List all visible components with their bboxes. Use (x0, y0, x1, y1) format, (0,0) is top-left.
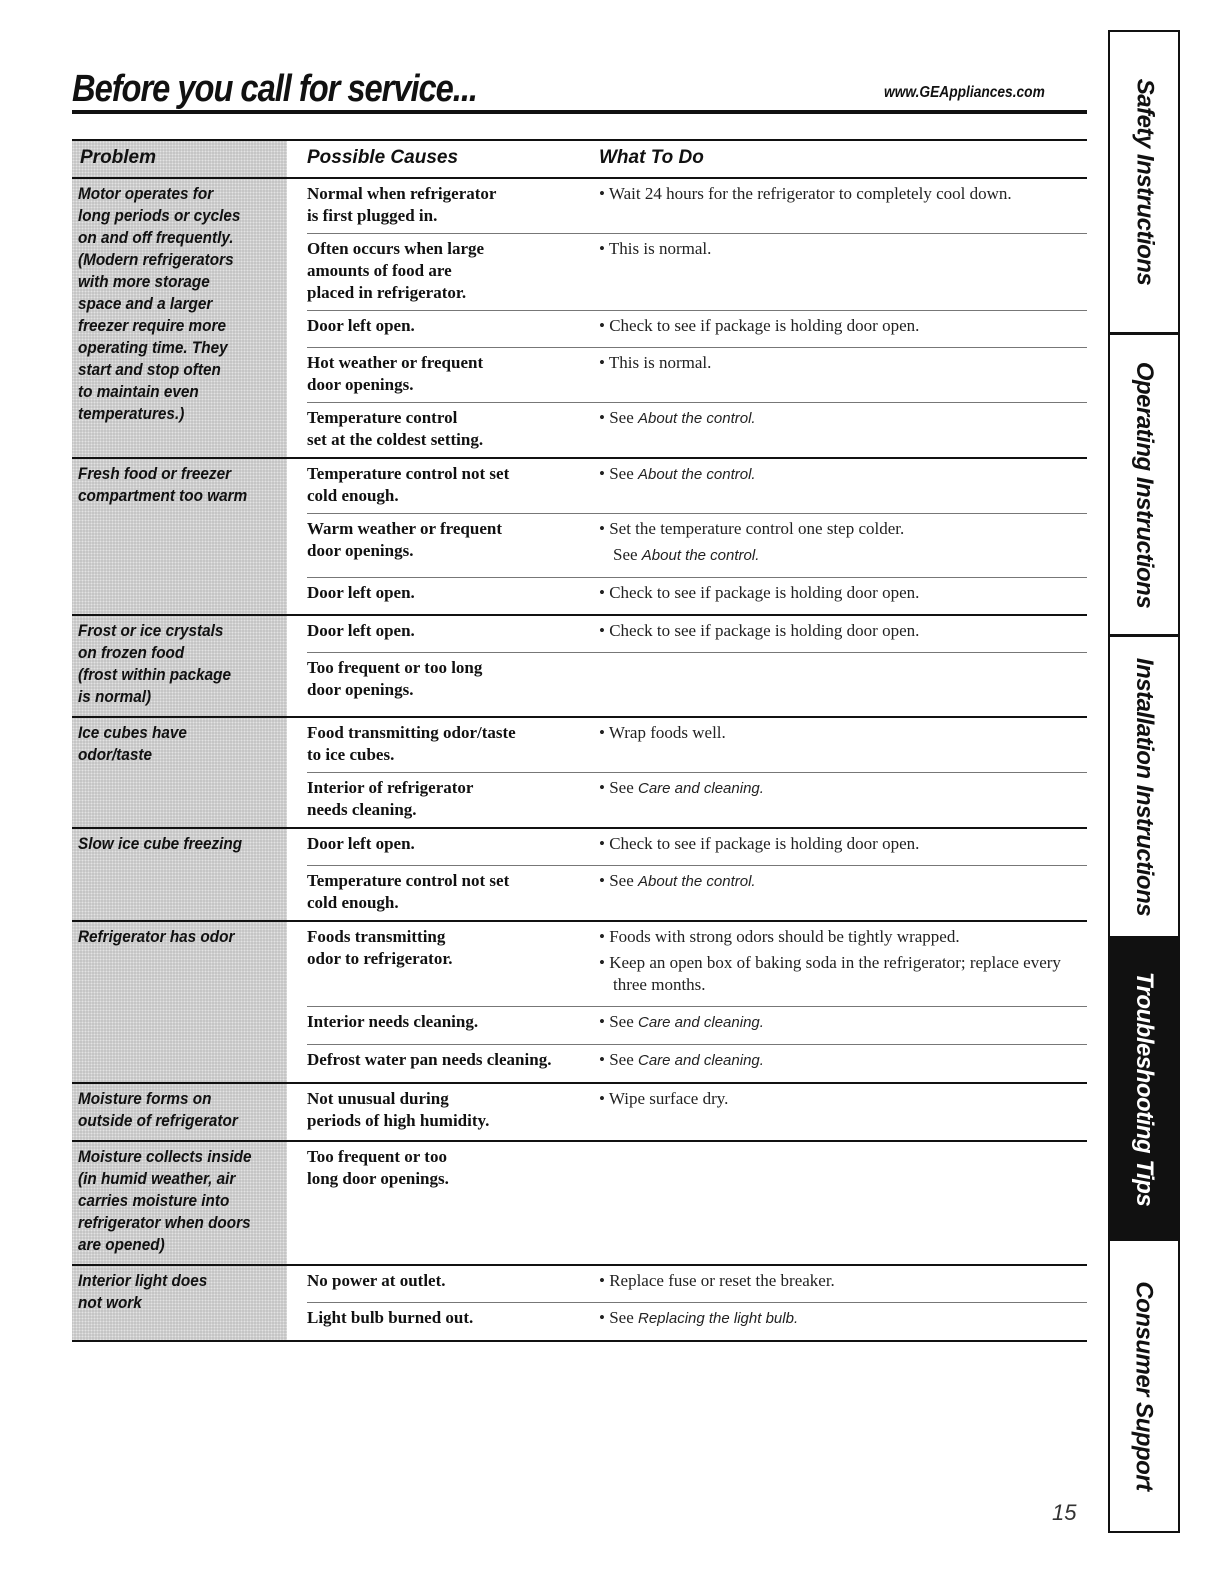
what-to-do (599, 407, 1087, 451)
problem-cell (72, 459, 287, 614)
problem-cell (72, 829, 287, 920)
section-reference: Care and cleaning. (638, 780, 764, 797)
side-tab-label: Safety Instructions (1131, 78, 1159, 286)
table-row (307, 1302, 1087, 1340)
problem-cell (72, 1142, 287, 1264)
table-row (307, 865, 1087, 920)
action-text: • See (599, 464, 638, 483)
cause-rows (287, 1084, 1087, 1140)
what-to-do (599, 1088, 1087, 1132)
what-to-do (599, 518, 1087, 571)
table-row (307, 179, 1087, 233)
problem-group (72, 616, 1087, 718)
action-text: • Replace fuse or reset the breaker. (599, 1271, 835, 1290)
problem-group (72, 829, 1087, 922)
side-tab[interactable] (1110, 634, 1178, 936)
problem-text: Interior light does not work (78, 1271, 208, 1312)
problem-cell (72, 922, 287, 1082)
table-row (307, 577, 1087, 614)
what-to-do (599, 1011, 1087, 1038)
possible-cause: Door left open. (307, 621, 415, 640)
problem-text: Frost or ice crystals on frozen food (frost within package is normal) (78, 621, 232, 706)
table-row (307, 310, 1087, 347)
action-item (599, 833, 1087, 855)
problem-cell (72, 616, 287, 716)
problem-text: Refrigerator has odor (78, 927, 235, 946)
section-tabs (1108, 30, 1180, 1533)
action-item (599, 1270, 1087, 1292)
what-to-do (599, 1307, 1087, 1334)
header-problem: Problem (72, 141, 287, 177)
table-row (307, 1266, 1087, 1302)
possible-cause: Defrost water pan needs cleaning. (307, 1050, 552, 1069)
title-rule (72, 110, 1087, 114)
possible-cause: No power at outlet. (307, 1271, 446, 1290)
cause-rows (287, 179, 1087, 457)
table-row (307, 616, 1087, 652)
side-tab[interactable] (1110, 32, 1178, 332)
table-row (307, 513, 1087, 577)
what-to-do (599, 1049, 1087, 1076)
what-to-do (599, 833, 1087, 859)
cause-rows (287, 1266, 1087, 1340)
action-item (599, 620, 1087, 642)
action-item (599, 582, 1087, 604)
what-to-do (599, 777, 1087, 821)
possible-cause: Light bulb burned out. (307, 1308, 474, 1327)
page-number: 15 (1052, 1500, 1077, 1525)
action-item (599, 870, 1087, 893)
table-row (307, 922, 1087, 1006)
what-to-do (599, 315, 1087, 341)
section-reference: About the control. (638, 873, 756, 890)
possible-cause: Not unusual during periods of high humidity. (307, 1089, 490, 1130)
action-item (599, 463, 1087, 486)
action-item (599, 183, 1087, 205)
action-text: • See (599, 1012, 638, 1031)
what-to-do (599, 926, 1087, 1000)
possible-cause: Temperature control not set cold enough. (307, 464, 510, 505)
possible-cause: Door left open. (307, 583, 415, 602)
section-reference: Replacing the light bulb. (638, 1310, 799, 1327)
header-what-to-do: What To Do (599, 147, 704, 168)
section-reference: About the control. (638, 410, 756, 427)
what-to-do (599, 1146, 1087, 1190)
what-to-do (599, 722, 1087, 766)
side-tab[interactable] (1110, 332, 1178, 634)
action-text: • See (599, 871, 638, 890)
side-tab-label: Consumer Support (1131, 1281, 1158, 1491)
problem-cell (72, 179, 287, 457)
table-row (307, 718, 1087, 772)
table-row (307, 233, 1087, 310)
problem-text: Slow ice cube freezing (78, 834, 243, 853)
side-tab-label: Installation Instructions (1131, 657, 1159, 916)
cause-rows (287, 922, 1087, 1082)
action-text: • Keep an open box of baking soda in the refrigerator; replace every three months. (599, 953, 1061, 994)
action-text: • Wrap foods well. (599, 723, 726, 742)
problem-groups (72, 179, 1087, 1342)
side-tab[interactable] (1110, 1238, 1178, 1531)
side-tab-label: Troubleshooting Tips (1131, 971, 1159, 1206)
cause-rows (287, 459, 1087, 614)
action-text: • Check to see if package is holding door open. (599, 583, 920, 602)
possible-cause: Interior of refrigerator needs cleaning. (307, 778, 474, 819)
action-text: • See (599, 408, 638, 427)
action-text: • See (599, 1050, 638, 1069)
section-reference: Care and cleaning. (638, 1052, 764, 1069)
cause-rows (287, 829, 1087, 920)
possible-cause: Food transmitting odor/taste to ice cubes. (307, 723, 516, 764)
action-item (599, 238, 1087, 260)
table-row (307, 1142, 1087, 1196)
action-item (599, 544, 1087, 567)
problem-text: Ice cubes have odor/taste (78, 723, 187, 764)
action-text: • Set the temperature control one step colder. (599, 519, 905, 538)
action-text: • This is normal. (599, 239, 712, 258)
action-item (599, 1011, 1087, 1034)
action-item (599, 952, 1087, 996)
what-to-do (599, 463, 1087, 507)
possible-cause: Door left open. (307, 834, 415, 853)
action-text: • Wipe surface dry. (599, 1089, 729, 1108)
section-reference: About the control. (638, 466, 756, 483)
possible-cause: Temperature control set at the coldest setting. (307, 408, 484, 449)
action-text: • Wait 24 hours for the refrigerator to completely cool down. (599, 184, 1012, 203)
action-item (599, 407, 1087, 430)
cause-rows (287, 1142, 1087, 1264)
action-item (599, 777, 1087, 800)
table-row (307, 652, 1087, 707)
table-row (307, 347, 1087, 402)
action-item (599, 315, 1087, 337)
what-to-do (599, 870, 1087, 914)
table-row (307, 459, 1087, 513)
action-item (599, 1307, 1087, 1330)
action-item (599, 722, 1087, 744)
what-to-do (599, 238, 1087, 304)
action-item (599, 926, 1087, 948)
problem-cell (72, 718, 287, 827)
problem-group (72, 1266, 1087, 1342)
action-item (599, 1049, 1087, 1072)
action-text: • Check to see if package is holding door open. (599, 621, 920, 640)
what-to-do (599, 582, 1087, 608)
table-row (307, 1084, 1087, 1138)
problem-text: Fresh food or freezer compartment too warm (78, 464, 248, 505)
problem-group (72, 718, 1087, 829)
side-tab-label: Operating Instructions (1131, 361, 1159, 608)
action-text: • Check to see if package is holding door open. (599, 316, 920, 335)
action-text: • This is normal. (599, 353, 712, 372)
table-row (307, 829, 1087, 865)
possible-cause: Door left open. (307, 316, 415, 335)
problem-text: Moisture forms on outside of refrigerator (78, 1089, 238, 1130)
problem-text: Moisture collects inside (in humid weather, air carries moisture into refrigerator when doors are opened) (78, 1147, 252, 1254)
problem-group (72, 1142, 1087, 1266)
troubleshooting-table (72, 139, 1087, 1342)
section-reference: Care and cleaning. (638, 1014, 764, 1031)
what-to-do (599, 657, 1087, 701)
page-title: Before you call for service... (72, 68, 477, 110)
what-to-do (599, 352, 1087, 396)
what-to-do (599, 183, 1087, 227)
possible-cause: Foods transmitting odor to refrigerator. (307, 927, 453, 968)
table-header (72, 139, 1087, 179)
possible-cause: Normal when refrigerator is first plugged in. (307, 184, 497, 225)
table-row (307, 1006, 1087, 1044)
table-row (307, 402, 1087, 457)
action-item (599, 1088, 1087, 1110)
possible-cause: Warm weather or frequent door openings. (307, 519, 502, 560)
action-text: • Check to see if package is holding door open. (599, 834, 920, 853)
action-text: • See (599, 778, 638, 797)
what-to-do (599, 1270, 1087, 1296)
problem-group (72, 179, 1087, 459)
possible-cause: Too frequent or too long door openings. (307, 1147, 449, 1188)
problem-group (72, 1084, 1087, 1142)
side-tab[interactable] (1110, 936, 1178, 1238)
action-text: See (613, 545, 642, 564)
action-text: • See (599, 1308, 638, 1327)
possible-cause: Often occurs when large amounts of food are placed in refrigerator. (307, 239, 485, 302)
problem-text: Motor operates for long periods or cycles on and off frequently. (Modern refrigerators with more storage space and a larger freezer require more operating time. They start and stop often to maintain even temperatures.) (78, 184, 241, 423)
possible-cause: Too frequent or too long door openings. (307, 658, 483, 699)
problem-group (72, 459, 1087, 616)
possible-cause: Interior needs cleaning. (307, 1012, 479, 1031)
possible-cause: Temperature control not set cold enough. (307, 871, 510, 912)
problem-cell (72, 1084, 287, 1140)
problem-group (72, 922, 1087, 1084)
section-reference: About the control. (641, 547, 760, 564)
header-possible-causes: Possible Causes (307, 147, 459, 168)
problem-cell (72, 1266, 287, 1340)
table-row (307, 1044, 1087, 1082)
action-item (599, 518, 1087, 540)
action-text: • Foods with strong odors should be tightly wrapped. (599, 927, 960, 946)
cause-rows (287, 718, 1087, 827)
cause-rows (287, 616, 1087, 716)
what-to-do (599, 620, 1087, 646)
possible-cause: Hot weather or frequent door openings. (307, 353, 484, 394)
action-item (599, 352, 1087, 374)
website-url[interactable]: www.GEAppliances.com (884, 84, 1045, 101)
table-row (307, 772, 1087, 827)
